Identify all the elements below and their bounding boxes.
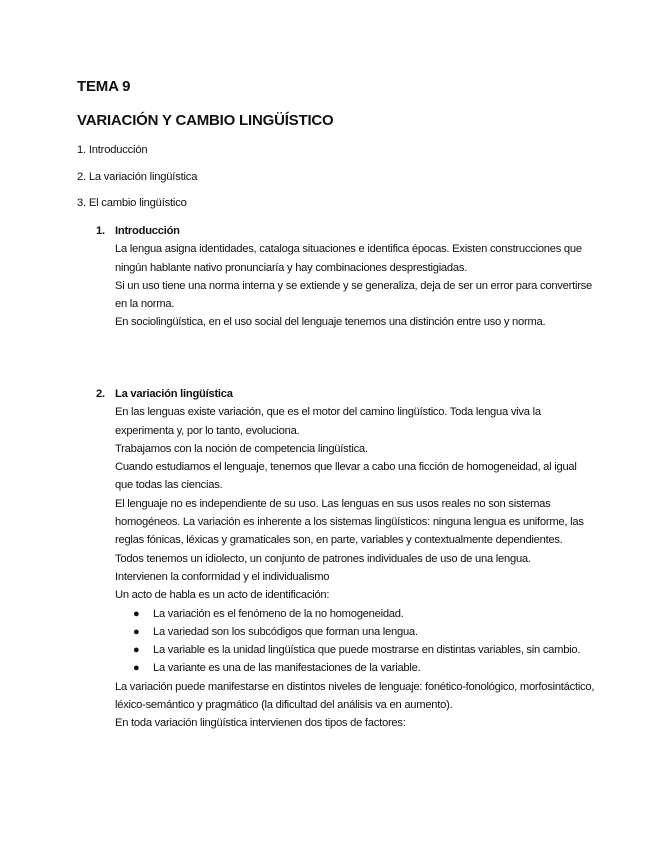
list-item-text: La variación es el fenómeno de la no homogeneidad.	[153, 607, 404, 620]
paragraph: Intervienen la conformidad y el individualismo	[115, 570, 330, 583]
paragraph: Todos tenemos un idiolecto, un conjunto de patrones individuales de uso de una lengua.	[115, 552, 531, 565]
paragraph: Cuando estudiamos el lenguaje, tenemos que llevar a cabo una ficción de homogeneidad, al igual que todas las ciencias.	[115, 461, 577, 492]
list-item-text: La variante es una de las manifestaciones de la variable.	[153, 662, 421, 675]
list-item	[96, 623, 596, 641]
section-heading-text: La variación lingüística	[115, 388, 233, 400]
tema-label: TEMA 9	[77, 78, 131, 95]
paragraph: Un acto de habla es un acto de identificación:	[115, 589, 330, 602]
paragraph: La variación puede manifestarse en distintos niveles de lenguaje: fonético-fonológico, morfosintáctico, léxico-semántico y pragmático (la dificultad del análisis va en aumento).	[115, 680, 595, 712]
toc-item-2: 2. La variación lingüística	[77, 171, 198, 183]
paragraph: En sociolingüística, en el uso social del lenguaje tenemos una distinción entre uso y norma.	[115, 316, 546, 329]
list-item	[96, 659, 596, 677]
paragraph: En toda variación lingüística intervienen dos tipos de factores:	[115, 717, 406, 730]
toc-item-1: 1. Introducción	[77, 144, 148, 156]
section-number: 1.	[96, 225, 105, 237]
definition-list	[96, 605, 596, 678]
list-item	[96, 641, 596, 659]
paragraph: La lengua asigna identidades, cataloga situaciones e identifica épocas. Existen construcciones que ningún hablante nativo pronunciaría y hay combinaciones desprestigiadas.	[115, 243, 582, 274]
paragraph: Si un uso tiene una norma interna y se extiende y se generaliza, deja de ser un error para convertirse en la norma.	[115, 279, 592, 311]
bullet-icon: ●	[133, 625, 140, 638]
section-heading-text: Introducción	[115, 225, 180, 237]
section-body	[115, 403, 596, 604]
list-item	[96, 605, 596, 623]
section-heading	[96, 222, 596, 240]
section-number: 2.	[96, 388, 105, 400]
page-title: VARIACIÓN Y CAMBIO LINGÜÍSTICO	[77, 112, 334, 129]
section-introduccion	[96, 222, 596, 332]
paragraph: Trabajamos con la noción de competencia lingüística.	[115, 442, 368, 455]
bullet-icon: ●	[133, 607, 140, 620]
paragraph: En las lenguas existe variación, que es el motor del camino lingüístico. Toda lengua viva la experimenta y, por lo tanto, evoluciona.	[115, 406, 541, 437]
bullet-icon: ●	[133, 644, 140, 657]
paragraph: El lenguaje no es independiente de su uso. Las lenguas en sus usos reales no son sistemas homogéneos. La variación es inherente a los sistemas lingüísticos: ninguna lengua es uniforme, las reglas fónicas, léxicas y gramaticales son, en parte, variables y contextualmente dependientes.	[115, 497, 584, 547]
section-variacion	[96, 385, 596, 733]
toc-item-3: 3. El cambio lingüístico	[77, 197, 187, 209]
section-body-continued	[115, 678, 596, 733]
list-item-text: La variedad son los subcódigos que forman una lengua.	[153, 625, 418, 638]
bullet-icon: ●	[133, 662, 140, 675]
section-heading	[96, 385, 596, 403]
list-item-text: La variable es la unidad lingüística que puede mostrarse en distintas variables, sin cambio.	[153, 644, 581, 657]
section-body	[115, 240, 596, 331]
